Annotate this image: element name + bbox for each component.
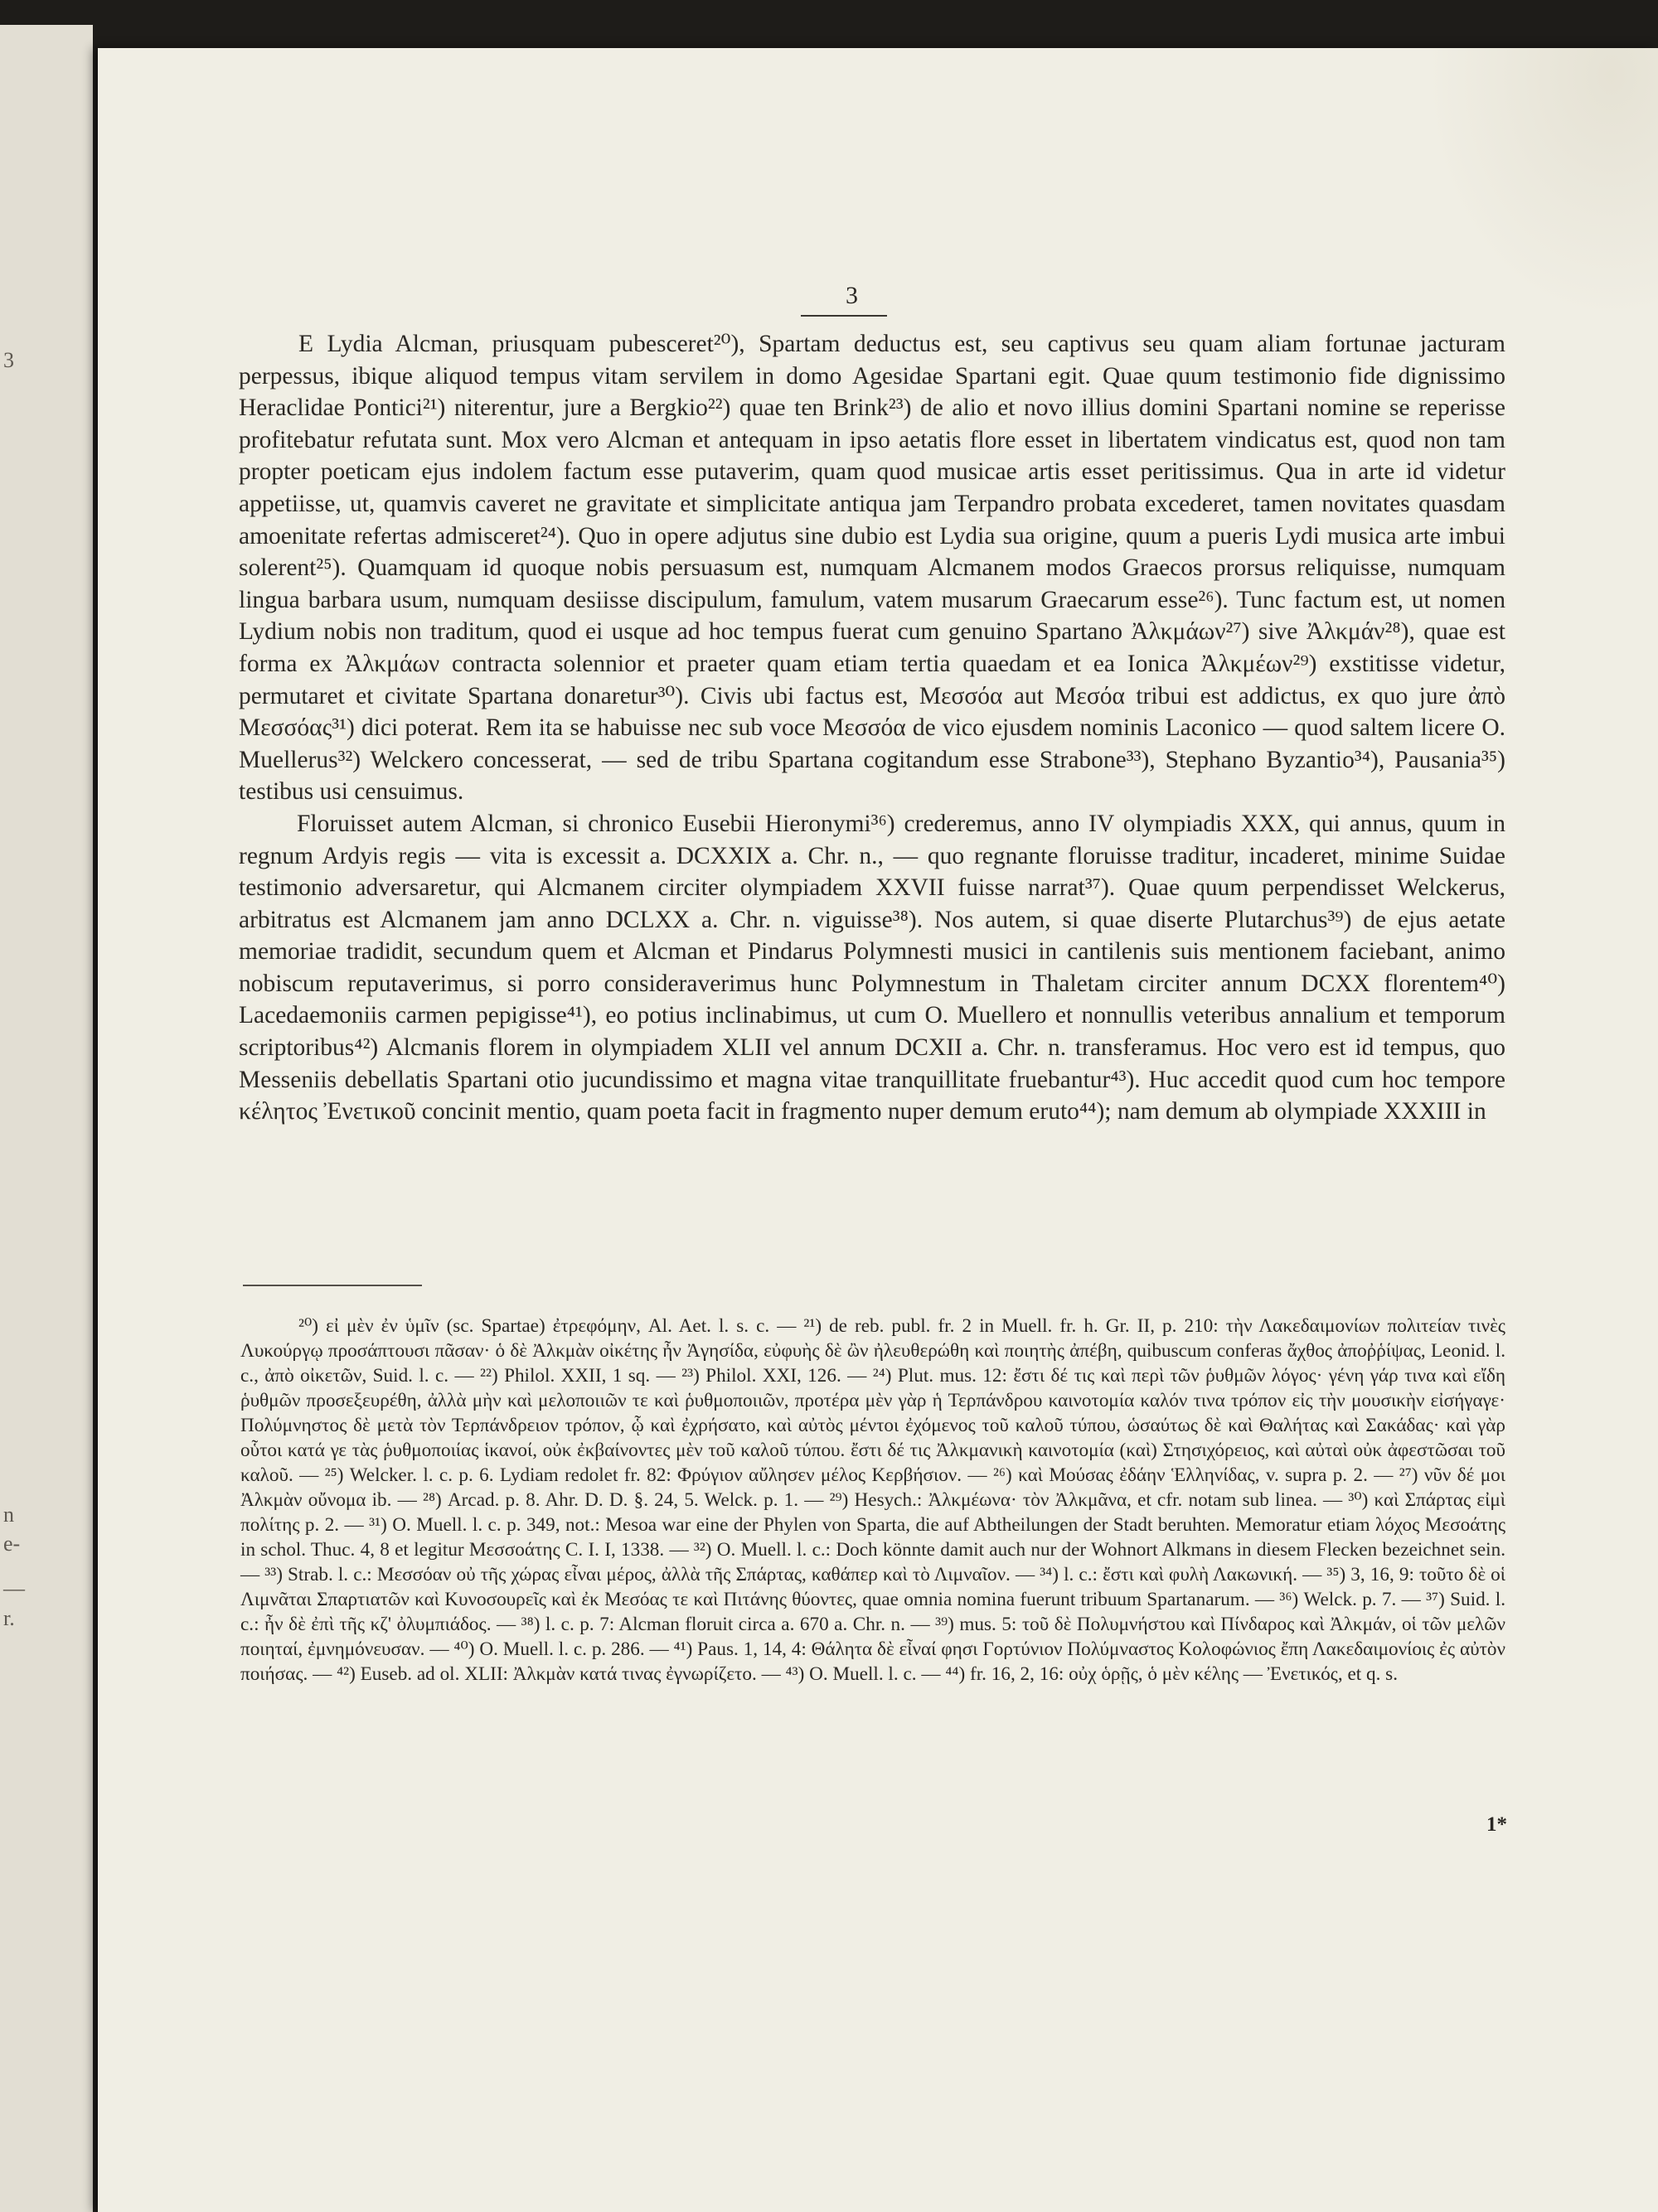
signature-mark: 1* bbox=[1486, 1813, 1507, 1836]
previous-page-edge bbox=[0, 25, 93, 2212]
margin-fragment: — bbox=[3, 1576, 25, 1600]
margin-fragment: e- bbox=[3, 1532, 21, 1556]
paragraph: E Lydia Alcman, priusquam pubesceret²⁰), Spartam deductus est, seu captivus seu quam aliam fortunae jacturam perpessus, ibique aliquod tempus vitam servilem in domo Agesidae Spartani egit. Quae quum testimonio fide dignissimo Heraclidae Pontici²¹) niterentur, jure a Bergkio²²) quae ten Brink²³) de alio et novo illius domini Spartani nomine se reperisse profitebatur refutata sunt. Mox vero Alcman et antequam in ipso aetatis flore esset in libertatem vindicatus est, quod non tam propter poeticam ejus indolem factum esse putaverim, quam quod musicae artis esset peritissimus. Qua in arte id videtur appetiisse, ut, quamvis caveret ne gravitate et simplicitate antiqua jam Terpandro probata excederet, tamen novitates quasdam amoenitate refertas admisceret²⁴). Quo in opere adjutus sine dubio est Lydia sua origine, quum a pueris Lydi musica arte imbui solerent²⁵). Quamquam id quoque nobis persuasum est, numquam Alcmanem modos Graecos prorsus reliquisse, numquam lingua barbara usum, numquam desiisse discipulum, famulum, vatem musarum Graecarum esse²⁶). Tunc factum est, ut nomen Lydium nobis non traditum, quod ei usque ad hoc tempus fuerat cum genuino Spartano Ἀλκμάων²⁷) sive Ἀλκμάν²⁸), quae est forma ex Ἀλκμάων contracta solennior et praeter quam etiam tertia quaedam et ea Ionica Ἀλκμέων²⁹) exstitisse videtur, permutaret et civitate Spartana donaretur³⁰). Civis ubi factus est, Μεσσόα aut Μεσόα tribui est addictus, ex quo jure ἀπὸ Μεσσόας³¹) dici poterat. Rem ita se habuisse nec sub voce Μεσσόα de vico ejusdem nominis Laconico — quod saltem licere O. Muellerus³²) Welckero concesserat, — sed de tribu Spartana cogitandum esse Strabone³³), Stephano Byzantio³⁴), Pausania³⁵) testibus usi censuimus. bbox=[239, 331, 1506, 806]
page-number: 3 bbox=[846, 282, 859, 309]
footnotes bbox=[240, 1314, 1505, 1687]
footnote-block: ²⁰) εἰ μὲν ἐν ὑμῖν (sc. Spartae) ἐτρεφόμην, Al. Aet. l. s. c. — ²¹) de reb. publ. fr. 2 in Muell. fr. h. Gr. II, p. 210: τὴν Λακεδαιμονίων πολιτείαν τινὲς Λυκούργῳ προσάπτουσι πᾶσαν· ὁ δὲ Ἀλκμὰν οἰκέτης ἦν Ἀγησίδα, εὐφυὴς δὲ ὢν ἠλευθερώθη καὶ ποιητὴς ἀπέβη, quibuscum conferas ἄχθος ἀποῤῥίψας, Leonid. l. c., ἀπὸ οἰκετῶν, Suid. l. c. — ²²) Philol. XXII, 1 sq. — ²³) Philol. XXI, 126. — ²⁴) Plut. mus. 12: ἔστι δέ τις καὶ περὶ τῶν ῥυθμῶν λόγος· γένη γάρ τινα καὶ εἴδη ῥυθμῶν προσεξευρέθη, ἀλλὰ μὴν καὶ μελοποιιῶν τε καὶ ῥυθμοποιιῶν, προτέρα μὲν γὰρ ἡ Τερπάνδρου καινοτομία καλόν τινα τρόπον εἰς τὴν μουσικὴν εἰσήγαγε· Πολύμνηστος δὲ μετὰ τὸν Τερπάνδρειον τρόπον, ᾧ καὶ ἐχρήσατο, καὶ αὐτὸς μέντοι ἐχόμενος τοῦ καλοῦ τύπου, ὡσαύτως δὲ καὶ Θαλήτας καὶ Σακάδας· καὶ γὰρ οὗτοι κατά γε τὰς ῥυθμοποιίας ἱκανοί, οὐκ ἐκβαίνοντες μὲν τοῦ καλοῦ τύπου. ἔστι δέ τις Ἀλκμανικὴ καινοτομία (καὶ) Στησιχόρειος, καὶ αὐταὶ οὐκ ἀφεστῶσαι τοῦ καλοῦ. — ²⁵) Welcker. l. c. p. 6. Lydiam redolet fr. 82: Φρύγιον αὔλησεν μέλος Κερβήσιον. — ²⁶) καὶ Μούσας ἐδάην Ἑλληνίδας, v. supra p. 2. — ²⁷) νῦν δέ μοι Ἀλκμὰν οὔνομα ib. — ²⁸) Arcad. p. 8. Ahr. D. D. §. 24, 5. Welck. p. 1. — ²⁹) Hesych.: Ἀλκμέωνα· τὸν Ἀλκμᾶνα, et cfr. notam sub linea. — ³⁰) καὶ Σπάρτας εἰμὶ πολίτης p. 2. — ³¹) O. Muell. l. c. p. 349, not.: Mesoa war eine der Phylen von Sparta, die auf Abtheilungen der Stadt beruhten. Memoratur etiam λόχος Μεσοάτης in schol. Thuc. 4, 8 et legitur Μεσσοάτης C. I. I, 1338. — ³²) O. Muell. l. c.: Doch könnte damit auch nur der Wohnort Alkmans in diesem Flecken bezeichnet sein. — ³³) Strab. l. c.: Μεσσόαν οὐ τῆς χώρας εἶναι μέρος, ἀλλὰ τῆς Σπάρτας, καθάπερ καὶ τὸ Λιμναῖον. — ³⁴) l. c.: ἔστι καὶ φυλὴ Λακωνική. — ³⁵) 3, 16, 9: τοῦτο δὲ οἱ Λιμνᾶται Σπαρτιατῶν καὶ Κυνοσουρεῖς καὶ ἐκ Μεσόας τε καὶ Πιτάνης θύοντες, quae omnia nomina fuerunt tribuum Spartanarum. — ³⁶) Welck. p. 7. — ³⁷) Suid. l. c.: ἦν δὲ ἐπὶ τῆς κζ' ὀλυμπιάδος. — ³⁸) l. c. p. 7: Alcman floruit circa a. 670 a. Chr. n. — ³⁹) mus. 5: τοῦ δὲ Πολυμνήστου καὶ Πίνδαρος καὶ Ἀλκμάν, οἱ τῶν μελῶν ποιηταί, ἐμνημόνευσαν. — ⁴⁰) O. Muell. l. c. p. 286. — ⁴¹) Paus. 1, 14, 4: Θάλητα δὲ εἶναί φησι Γορτύνιον Πολύμναστος Κολοφώνιος ἔπη Λακεδαιμονίοις ἐς αὐτὸν ποιήσας. — ⁴²) Euseb. ad ol. XLII: Ἀλκμὰν κατά τινας ἐγνωρίζετο. — ⁴³) O. Muell. l. c. — ⁴⁴) fr. 16, 2, 16: οὐχ ὁρῇς, ὁ μὲν κέλης — Ἐνετικός, et q. s. bbox=[240, 1315, 1505, 1685]
footnote-separator bbox=[243, 1285, 422, 1286]
main-text bbox=[239, 328, 1505, 1128]
book-page bbox=[98, 48, 1658, 2212]
page-stain bbox=[1424, 48, 1658, 322]
margin-fragment: n bbox=[3, 1503, 14, 1527]
page-number-rule bbox=[801, 315, 887, 317]
margin-fragment: 3 bbox=[3, 348, 14, 372]
paragraph: Floruisset autem Alcman, si chronico Eusebii Hieronymi³⁶) crederemus, anno IV olympiadis XXX, qui annus, quum in regnum Ardyis regis — vita is excessit a. DCXXIX a. Chr. n., — quo regnante floruisse traditur, incaderet, minime Suidae testimonio adversaretur, qui Alcmanem circiter olympiadem XXVII fuisse narrat³⁷). Quae quum perpendisset Welckerus, arbitratus est Alcmanem jam anno DCLXX a. Chr. n. viguisse³⁸). Nos autem, si quae diserte Plutarchus³⁹) de ejus aetate memoriae tradidit, secundum quem et Alcman et Pindarus Polymnesti musici in cantilenis suis mentionem faciebant, animo nobiscum reputaverimus, si porro consideraverimus hunc Polymnestum in Thaletam circiter annum DCXX florentem⁴⁰) Lacedaemoniis carmen pepigisse⁴¹), eo potius inclinabimus, ut cum O. Muellero et nonnullis veteribus annalium et temporum scriptoribus⁴²) Alcmanis florem in olympiadem XLII vel annum DCXII a. Chr. n. transferamus. Hoc vero est id tempus, quo Messeniis debellatis Spartani otio jucundissimo et magna vitae tranquillitate fruebantur⁴³). Huc accedit quod cum hoc tempore κέλητος Ἐνετικοῦ concinit mentio, quam poeta facit in fragmento nuper demum eruto⁴⁴); nam demum ab olympiade XXXIII in bbox=[239, 810, 1505, 1125]
margin-fragment: r. bbox=[3, 1606, 15, 1630]
